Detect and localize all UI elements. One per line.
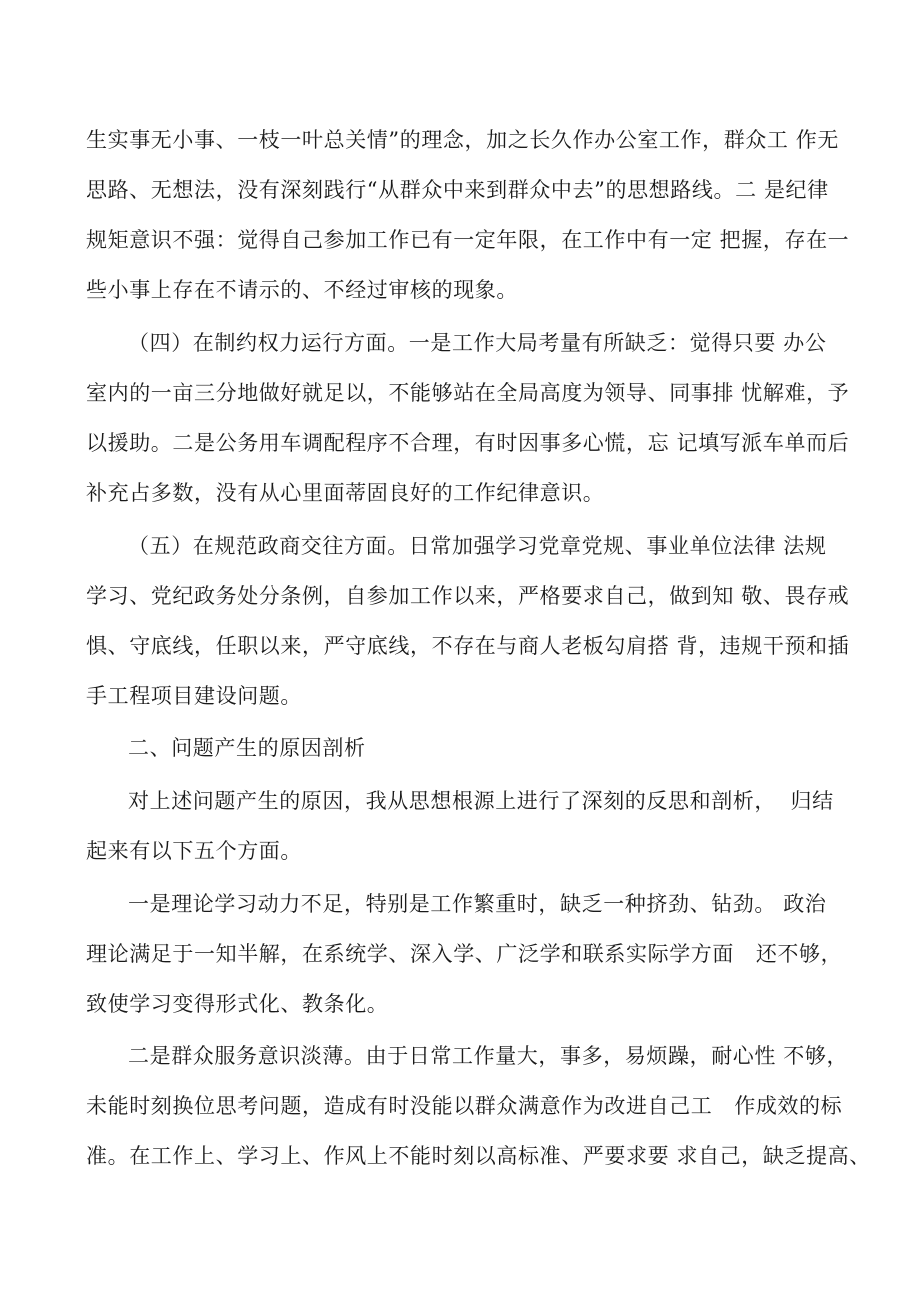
paragraph-line: 规矩意识不强：觉得自己参加工作已有一定年限，在工作中有一定 把握，存在一 [86,228,850,252]
section-heading-line: （五）在规范政商交往方面。日常加强学习党章党规、事业单位法律 法规 [128,534,827,558]
section-title: 二、问题产生的原因剖析 [128,736,366,760]
paragraph-line: 起来有以下五个方面。 [86,839,302,863]
paragraph-line: 二是群众服务意识淡薄。由于日常工作量大，事多，易烦躁，耐心性 不够， [128,1044,849,1068]
paragraph-line: 生实事无小事、一枝一叶总关情”的理念，加之长久作办公室工作，群众工 作无 [86,128,840,152]
paragraph-line: 惧、守底线，任职以来，严守底线，不存在与商人老板勾肩搭 背，违规干预和插 [86,634,850,658]
paragraph-line: 些小事上存在不请示的、不经过审核的现象。 [86,278,518,302]
paragraph-line: 未能时刻换位思考问题，造成有时没能以群众满意作为改进自己工 作成效的标 [86,1094,843,1118]
paragraph-line: 准。在工作上、学习上、作风上不能时刻以高标准、严要求要 求自己，缺乏提高、 [86,1144,871,1168]
paragraph-line: 一是理论学习动力不足，特别是工作繁重时，缺乏一种挤劲、钻劲。 政治 [128,892,827,916]
paragraph-line: 补充占多数，没有从心里面蒂固良好的工作纪律意识。 [86,481,605,505]
paragraph-line: 致使学习变得形式化、教条化。 [86,992,389,1016]
paragraph-line: 室内的一亩三分地做好就足以，不能够站在全局高度为领导、同事排 忧解难，予 [86,381,850,405]
paragraph-line: 理论满足于一知半解，在系统学、深入学、广泛学和联系实际学方面 还不够， [86,942,843,966]
paragraph-line: 对上述问题产生的原因，我从思想根源上进行了深刻的反思和剖析， 归结 [128,789,834,813]
paragraph-line: 思路、无想法，没有深刻践行“从群众中来到群众中去”的思想路线。二 是纪律 [86,178,829,202]
paragraph-line: 以援助。二是公务用车调配程序不合理，有时因事多心慌，忘 记填写派车单而后 [86,431,850,455]
paragraph-line: 学习、党纪政务处分条例，自参加工作以来，严格要求自己，做到知 敬、畏存戒 [86,584,850,608]
section-heading-line: （四）在制约权力运行方面。一是工作大局考量有所缺乏：觉得只要 办公 [128,331,827,355]
paragraph-line: 手工程项目建设问题。 [86,684,302,708]
